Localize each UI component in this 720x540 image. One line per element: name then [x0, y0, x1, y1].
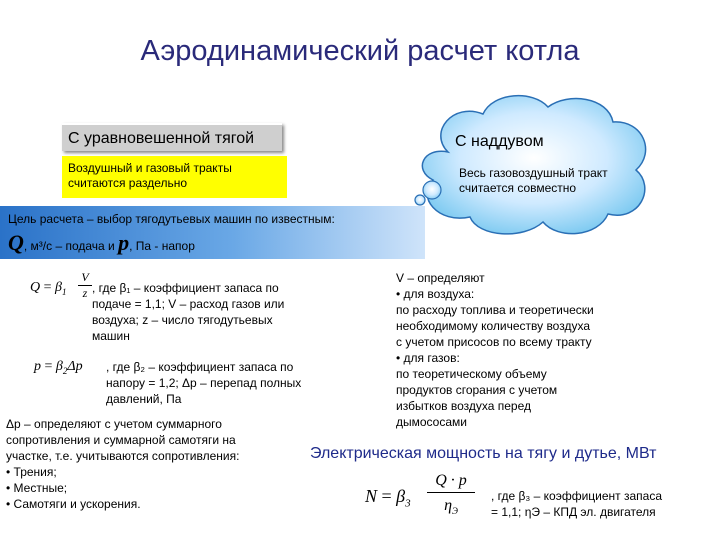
electric-power-title: Электрическая мощность на тягу и дутье, МВт [310, 445, 657, 462]
dp-line-5: • Местные; [6, 481, 68, 495]
v-line-9: избытков воздуха перед [396, 399, 531, 413]
formula3-lhs: N [365, 486, 378, 506]
formula3-beta: β [396, 486, 406, 506]
formula1-lhs: Q [30, 280, 41, 295]
pressurized-header: С наддувом [455, 133, 544, 150]
formula1-beta-sub: 1 [62, 286, 67, 297]
formula1-desc-4: машин [92, 329, 130, 343]
v-line-1: V – определяют [396, 271, 485, 285]
formula2-tail: Δp [67, 359, 83, 374]
v-line-6: • для газов: [396, 351, 460, 365]
v-line-4: необходимому количеству воздуха [396, 319, 590, 333]
formula3-desc-1: , где β₃ – коэффициент запаса [491, 489, 663, 503]
formula-n [355, 468, 715, 528]
left-desc-line-2: считаются раздельно [68, 176, 188, 190]
v-line-10: дымососами [396, 415, 467, 429]
formula3-num: Q · p [427, 472, 475, 493]
formula2-desc-3: давлений, Па [106, 392, 182, 406]
cloud-desc-line-1: Весь газовоздушный тракт [459, 166, 608, 180]
v-description [396, 270, 696, 430]
formula2-beta: β [55, 359, 63, 374]
pressurized-description [459, 166, 608, 196]
formula3-beta-sub: 3 [405, 497, 411, 510]
dp-line-3: участке, т.е. учитываются сопротивления: [6, 449, 240, 463]
cloud-desc-line-2: считается совместно [459, 181, 577, 195]
formula2-beta-sub: 2 [62, 365, 68, 376]
v-line-7: по теоретическому объему [396, 367, 547, 381]
formula2-lhs: p [34, 359, 41, 374]
balanced-draft-description [62, 156, 287, 198]
v-line-8: продуктов сгорания с учетом [396, 383, 558, 397]
formula2-desc-2: напору = 1,2; Δp – перепад полных [106, 376, 302, 390]
formula2-desc-1: , где β₂ – коэффициент запаса по [106, 360, 294, 374]
goal-line: Цель расчета – выбор тягодутьевых машин по известным: [8, 212, 335, 226]
v-line-2: • для воздуха: [396, 287, 475, 301]
v-line-3: по расходу топлива и теоретически [396, 303, 594, 317]
formula1-eq: = [43, 280, 52, 295]
formula1-desc-2: подаче = 1,1; V – расход газов или [92, 297, 285, 311]
formula3-den-sub: Э [452, 506, 458, 517]
q-symbol: Q [8, 230, 24, 255]
left-desc-line-1: Воздушный и газовый тракты [68, 161, 232, 175]
dp-line-6: • Самотяги и ускорения. [6, 497, 141, 511]
dp-line-1: Δp – определяют с учетом суммарного [6, 417, 222, 431]
dp-description [6, 416, 306, 512]
formula1-beta: β [55, 280, 63, 295]
formula3-desc-2: = 1,1; ηЭ – КПД эл. двигателя [491, 505, 656, 519]
v-line-5: с учетом присосов по всему тракту [396, 335, 592, 349]
dp-line-2: сопротивления и суммарной самотяги на [6, 433, 236, 447]
p-symbol: p [118, 230, 130, 255]
formula1-den: z [82, 286, 88, 300]
page-title: Аэродинамический расчет котла [140, 35, 580, 67]
formula3-eq: = [381, 486, 392, 506]
dp-line-4: • Трения; [6, 465, 57, 479]
formula1-desc-3: воздуха; z – число тягодутьевых [92, 313, 273, 327]
formula2-eq: = [44, 359, 53, 374]
formula1-num: V [78, 270, 92, 286]
p-text: , Па - напор [129, 239, 195, 253]
formula1-desc-1: , где β₁ – коэффициент запаса по [92, 281, 279, 295]
q-text: , м³/с – подача и [23, 239, 119, 253]
goal-params [8, 230, 195, 256]
balanced-draft-box: С уравновешенной тягой [62, 123, 282, 151]
formula3-den: η [444, 497, 453, 514]
